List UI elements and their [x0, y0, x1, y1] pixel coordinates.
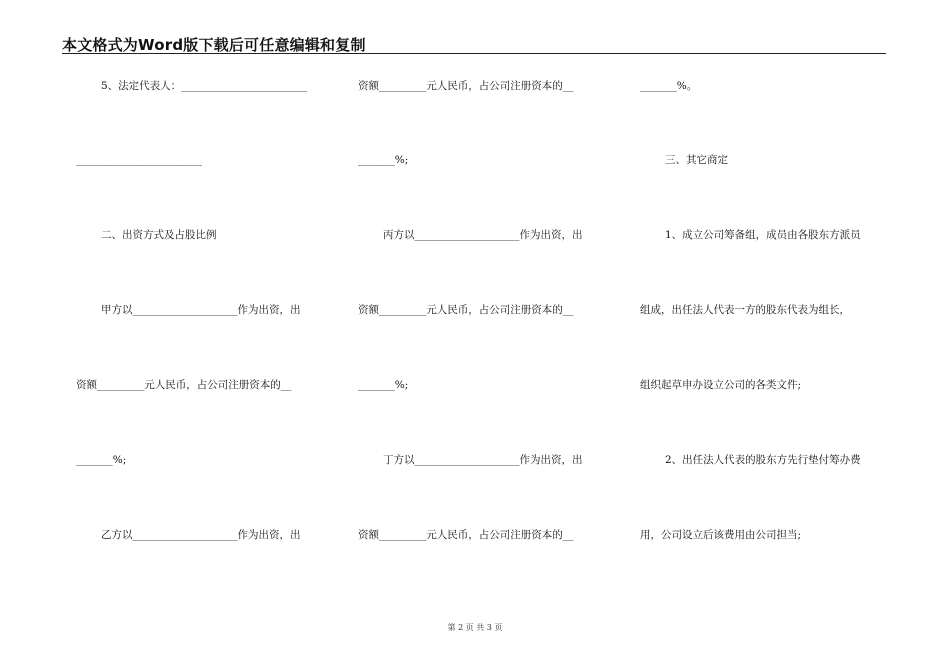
- col2-line: 资额_________元人民币，占公司注册资本的__: [358, 304, 574, 316]
- col3-line: _______%。: [640, 80, 698, 92]
- col3-line: 三、其它商定: [665, 154, 728, 166]
- col1-line: ________________________: [76, 154, 202, 166]
- col2-line: 丁方以____________________作为出资，出: [383, 454, 583, 466]
- col1-line: 二、出资方式及占股比例: [101, 229, 217, 241]
- col1-line: 5、法定代表人：________________________: [101, 80, 308, 92]
- col2-line: _______%;: [358, 154, 409, 166]
- header-divider: [62, 53, 886, 54]
- col2-line: _______%;: [358, 379, 409, 391]
- col3-line: 2、出任法人代表的股东方先行垫付筹办费: [665, 454, 861, 466]
- col3-line: 用，公司设立后该费用由公司担当;: [640, 529, 802, 541]
- col2-line: 资额_________元人民币，占公司注册资本的__: [358, 529, 574, 541]
- page-number: 第 2 页 共 3 页: [447, 623, 503, 632]
- col1-line: 资额_________元人民币，占公司注册资本的__: [76, 379, 292, 391]
- header-title: 本文格式为Word版下载后可任意编辑和复制: [62, 36, 366, 54]
- col1-line: 乙方以____________________作为出资，出: [101, 529, 301, 541]
- col2-line: 资额_________元人民币，占公司注册资本的__: [358, 80, 574, 92]
- col1-line: 甲方以____________________作为出资，出: [101, 304, 301, 316]
- col3-line: 组织起草申办设立公司的各类文件;: [640, 379, 802, 391]
- col1-line: _______%;: [76, 454, 127, 466]
- col3-line: 1、成立公司筹备组，成员由各股东方派员: [665, 229, 861, 241]
- col3-line: 组成，出任法人代表一方的股东代表为组长，: [640, 304, 850, 316]
- col2-line: 丙方以____________________作为出资，出: [383, 229, 583, 241]
